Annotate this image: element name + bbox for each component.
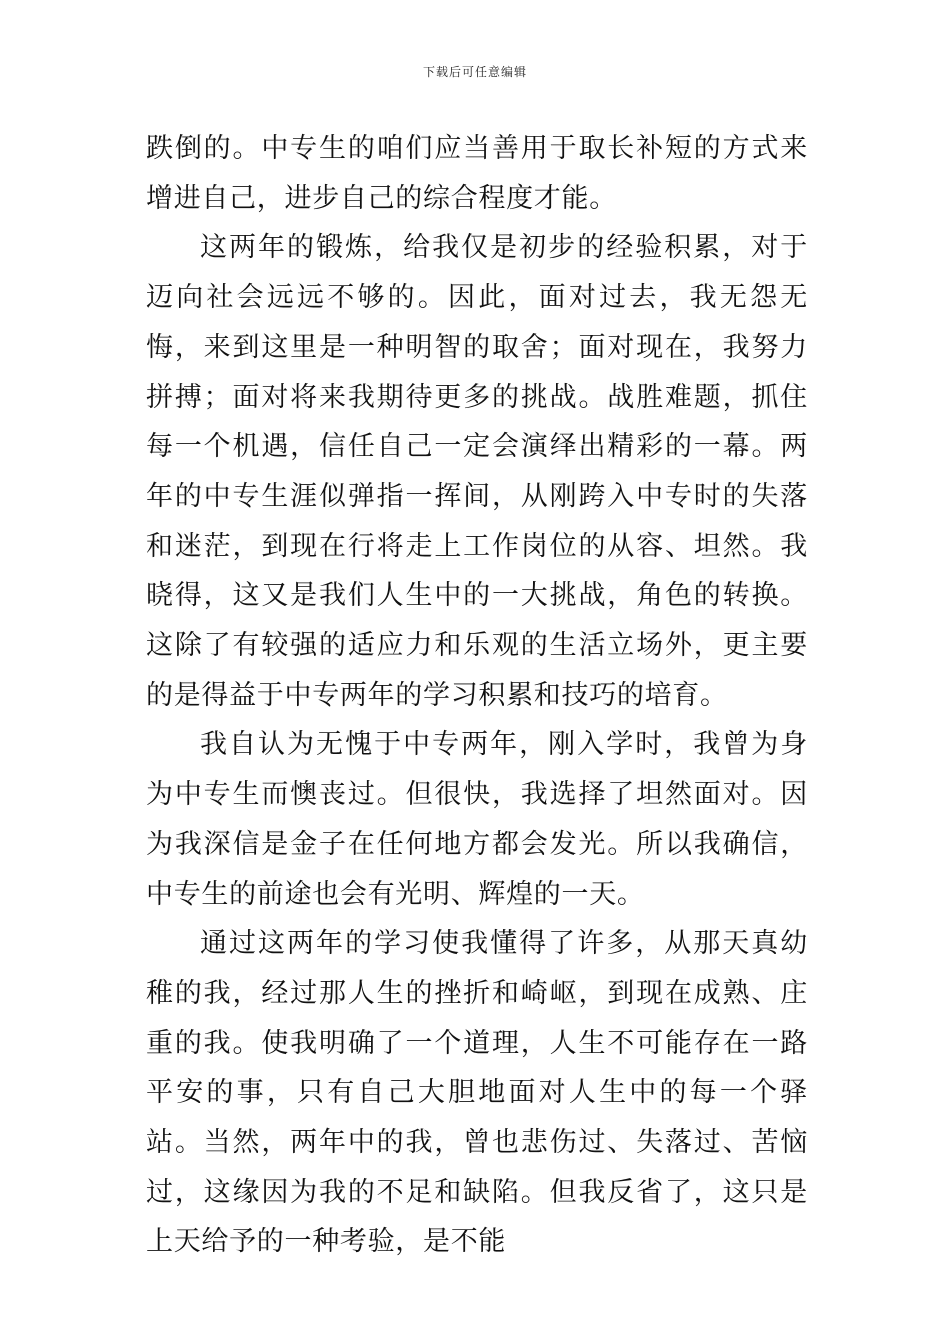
document-body <box>146 124 808 1267</box>
paragraph: 通过这两年的学习使我懂得了许多，从那天真幼稚的我，经过那人生的挫折和崎岖，到现在成熟、庄重的我。使我明确了一个道理，人生不可能存在一路平安的事，只有自己大胆地面对人生中的每一个驿站。当然，两年中的我，曾也悲伤过、失落过、苦恼过，这缘因为我的不足和缺陷。但我反省了，这只是上天给予的一种考验，是不能 <box>146 928 808 1258</box>
page-header: 下载后可任意编辑 <box>422 65 527 79</box>
paragraph: 跌倒的。中专生的咱们应当善用于取长补短的方式来增进自己，进步自己的综合程度才能。 <box>146 133 808 214</box>
paragraph: 我自认为无愧于中专两年，刚入学时，我曾为身为中专生而懊丧过。但很快，我选择了坦然面对。因为我深信是金子在任何地方都会发光。所以我确信，中专生的前途也会有光明、辉煌的一天。 <box>146 729 808 910</box>
paragraph: 这两年的锻炼，给我仅是初步的经验积累，对于迈向社会远远不够的。因此，面对过去，我无怨无悔，来到这里是一种明智的取舍；面对现在，我努力拼搏；面对将来我期待更多的挑战。战胜难题，抓住每一个机遇，信任自己一定会演绎出精彩的一幕。两年的中专生涯似弹指一挥间，从刚跨入中专时的失落和迷茫，到现在行将走上工作岗位的从容、坦然。我晓得，这又是我们人生中的一大挑战，角色的转换。这除了有较强的适应力和乐观的生活立场外，更主要的是得益于中专两年的学习积累和技巧的培育。 <box>146 232 808 711</box>
